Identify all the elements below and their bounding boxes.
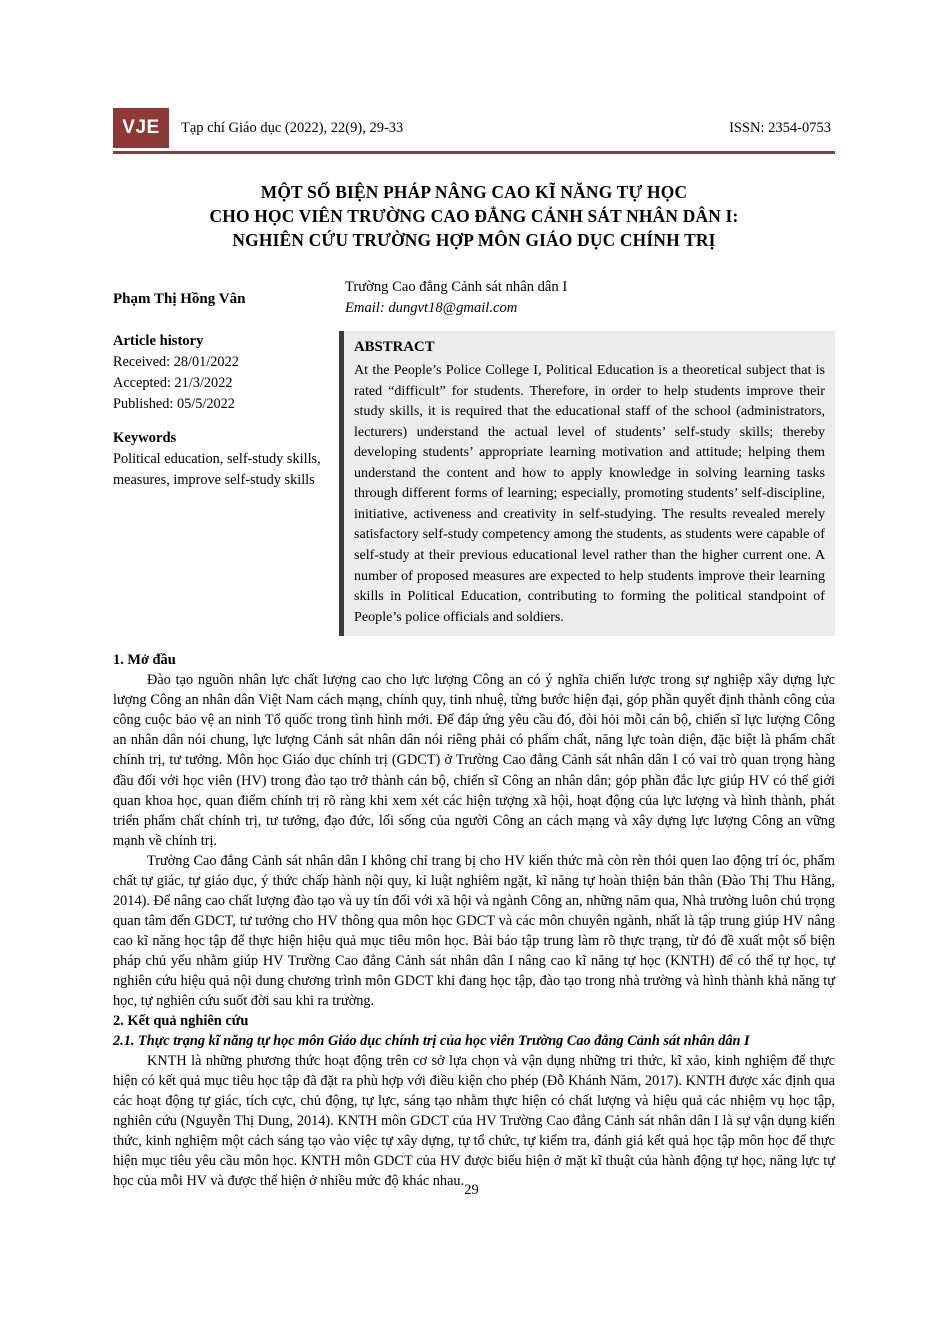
abstract-box bbox=[339, 331, 835, 636]
author-email: Email: dungvt18@gmail.com bbox=[345, 300, 518, 317]
body-paragraph: Trường Cao đẳng Cảnh sát nhân dân I không chỉ trang bị cho HV kiến thức mà còn rèn thói quen lao động trí óc, phẩm chất tự giác, tự giáo dục, ý thức chấp hành nội quy, kỉ luật nghiêm ngặt, kĩ năng tự hoàn thiện bản thân (Đào Thị Thu Hằng, 2014). Để nâng cao chất lượng đào tạo và uy tín đối với xã hội và ngành Công an, những năm qua, Nhà trường luôn chú trọng quan tâm đến GDCT, tư tưởng cho HV thông qua môn học GDCT và các môn chuyên ngành, nhất là tập trung giúp HV nâng cao kĩ năng học tập để thực hiện hiệu quả mục tiêu môn học. Bài báo tập trung làm rõ thực trạng, từ đó đề xuất một số biện pháp chủ yếu nhằm giúp HV Trường Cao đẳng Cảnh sát nhân dân I nâng cao kĩ năng tự học (KNTH) để có thể tự học, tự nghiên cứu hiệu quả nội dung chương trình môn GDCT khi đang học tập, đào tạo trong nhà trường và hình thành khả năng tự học, tự nghiên cứu suốt đời sau khi ra trường. bbox=[113, 852, 835, 1009]
page-title bbox=[113, 180, 835, 252]
page-number: 29 bbox=[464, 1182, 479, 1198]
author-affiliation-block bbox=[345, 276, 835, 319]
journal-reference: Tạp chí Giáo dục (2022), 22(9), 29-33 bbox=[181, 119, 404, 136]
abstract-text: At the People’s Police College I, Political Education is a theoretical subject that is rated “difficult” for students. Therefore, in order to help students improve their study skills, it is required that the educational staff of the school (administrators, lecturers) understand the actual level of students’ self-study skills; thereby developing students’ appropriate learning motivation and attitude; helping them understand the content and how to apply knowledge in solving learning tasks through different forms of learning; especially, promoting students’ self-discipline, initiative, activeness and creativity in self-studying. The results revealed merely satisfactory self-study competency among the students, as students were capable of self-study at their previous educational level rather than the higher current one. A number of proposed measures are expected to help students improve their learning skills in Political Education, contributing to forming the political standpoint of People’s police officials and soldiers. bbox=[354, 361, 825, 625]
issn-label: ISSN: 2354-0753 bbox=[729, 119, 831, 136]
title-line-2: CHO HỌC VIÊN TRƯỜNG CAO ĐẲNG CẢNH SÁT NHÂN DÂN I: bbox=[209, 206, 739, 227]
article-accepted: Accepted: 21/3/2022 bbox=[113, 374, 233, 391]
affiliation: Trường Cao đẳng Cảnh sát nhân dân I bbox=[345, 279, 568, 296]
author-block bbox=[113, 276, 835, 319]
page-header bbox=[113, 108, 835, 148]
title-line-1: MỘT SỐ BIỆN PHÁP NÂNG CAO KĨ NĂNG TỰ HỌC bbox=[260, 182, 688, 202]
metadata-spacer bbox=[113, 414, 329, 428]
section-subheading: 2.1. Thực trạng kĩ năng tự học môn Giáo dục chính trị của học viên Trường Cao đẳng Cảnh sát nhân dân I bbox=[113, 1032, 750, 1049]
article-history-heading: Article history bbox=[113, 333, 204, 350]
metadata-abstract-row bbox=[113, 331, 835, 636]
header-divider bbox=[113, 151, 835, 154]
abstract-heading: ABSTRACT bbox=[354, 339, 435, 356]
section-heading: 1. Mở đầu bbox=[113, 652, 176, 669]
body-paragraph: Đào tạo nguồn nhân lực chất lượng cao cho lực lượng Công an có ý nghĩa chiến lược trong sự nghiệp xây dựng lực lượng Công an nhân dân Việt Nam cách mạng, chính quy, tinh nhuệ, từng bước hiện đại, góp phần quyết định thành công của công cuộc bảo vệ an ninh Tổ quốc trong tình hình mới. Để đáp ứng yêu cầu đó, đòi hỏi mỗi cán bộ, chiến sĩ lực lượng Công an nhân dân nói chung, lực lượng Cảnh sát nhân dân nói riêng phải có phẩm chất, năng lực toàn diện, đặc biệt là phẩm chất chính trị, tư tưởng. Môn học Giáo dục chính trị (GDCT) ở Trường Cao đẳng Cảnh sát nhân dân I có vai trò quan trọng hàng đầu đối với học viên (HV) trong đào tạo trở thành cán bộ, chiến sĩ Công an nhân dân; góp phần đắc lực giúp HV có thế giới quan khoa học, quan điểm chính trị rõ ràng khi xem xét các hiện tượng xã hội, hoạt động của lực lượng và hình thành, phát triển phẩm chất chính trị, tư tưởng, đạo đức, lối sống của người Công an cách mạng và xây dựng lực lượng Công an vững mạnh về chính trị. bbox=[113, 672, 835, 849]
page-content bbox=[113, 108, 835, 1191]
keywords-heading: Keywords bbox=[113, 430, 177, 447]
vje-logo: VJE bbox=[113, 108, 169, 148]
title-line-3: NGHIÊN CỨU TRƯỜNG HỢP MÔN GIÁO DỤC CHÍNH TRỊ bbox=[232, 230, 716, 251]
section-heading: 2. Kết quả nghiên cứu bbox=[113, 1012, 249, 1029]
body-paragraph: KNTH là những phương thức hoạt động trên cơ sở lựa chọn và vận dụng những tri thức, kĩ xảo, kinh nghiệm để thực hiện có kết quả mục tiêu học tập đã đặt ra phù hợp với điều kiện cho phép (Đỗ Khánh Năm, 2017). KNTH được xác định qua các hoạt động tự giác, tích cực, chủ động, tự lực, sáng tạo nhằm thực hiện có chất lượng và hiệu quả các nhiệm vụ học tập, nghiên cứu (Nguyễn Thị Dung, 2014). KNTH môn GDCT của HV Trường Cao đẳng Cảnh sát nhân dân I là sự vận dụng kiến thức, kinh nghiệm một cách sáng tạo vào việc tự xây dựng, tự tổ chức, tự kiểm tra, đánh giá kết quả học tập môn học để thực hiện mục tiêu yêu cầu môn học. KNTH môn GDCT của HV được biểu hiện ở mặt kĩ thuật của hành động tự học, năng lực tự học của mỗi HV và được thể hiện ở nhiều mức độ khác nhau. bbox=[113, 1052, 835, 1189]
article-published: Published: 05/5/2022 bbox=[113, 395, 235, 412]
keywords-text: Political education, self-study skills, measures, improve self-study skills bbox=[113, 451, 321, 488]
article-received: Received: 28/01/2022 bbox=[113, 354, 239, 371]
article-body bbox=[113, 650, 835, 1191]
article-metadata bbox=[113, 331, 339, 490]
author-name: Phạm Thị Hồng Vân bbox=[113, 291, 246, 308]
header-meta bbox=[169, 108, 835, 148]
